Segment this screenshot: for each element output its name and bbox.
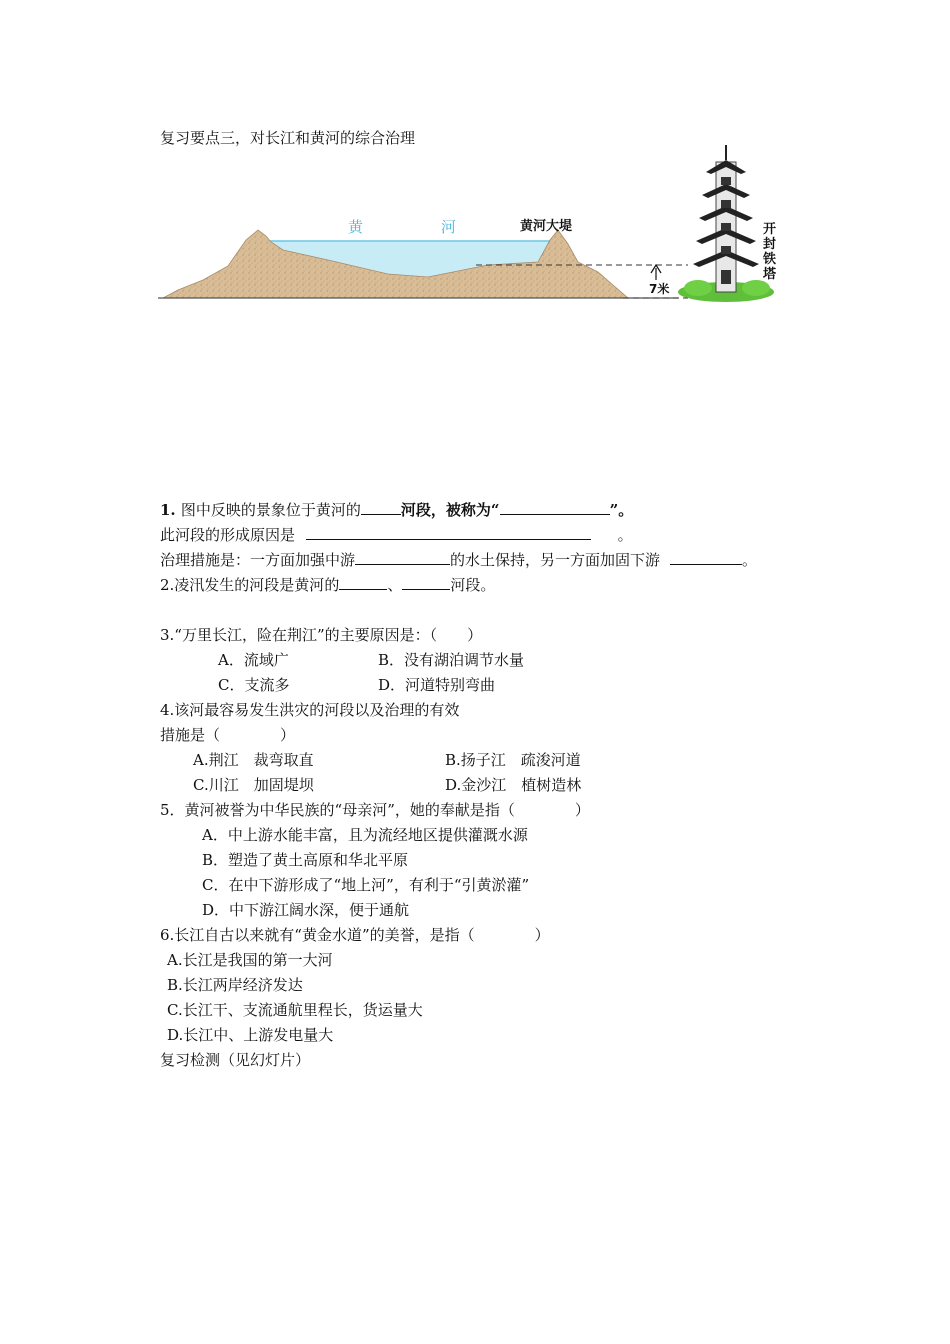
- q1-measure-b: 的水土保持，另一方面加固下游: [450, 551, 661, 569]
- q6-option-a[interactable]: A.长江是我国的第一大河: [167, 951, 333, 969]
- yellow-river-cross-section-diagram: [158, 140, 788, 310]
- question-1: [160, 500, 633, 520]
- q4-option-d[interactable]: D.金沙江 植树造林: [445, 776, 582, 794]
- river-label-huang: 黄: [348, 218, 364, 236]
- q1-reason: [160, 525, 633, 545]
- tower-label-3: 铁: [763, 252, 777, 267]
- q1-measures: [160, 550, 757, 570]
- tower-label-4: 塔: [763, 267, 777, 282]
- q6-option-b[interactable]: B.长江两岸经济发达: [167, 976, 303, 994]
- q1-blank-section[interactable]: [361, 500, 401, 515]
- section-heading: 复习要点三，对长江和黄河的综合治理: [160, 129, 416, 147]
- q2-text-a: 2.凌汛发生的河段是黄河的: [160, 576, 340, 594]
- question-6-stem: 6.长江自古以来就有“黄金水道”的美誉，是指（ ）: [160, 926, 550, 944]
- q4-option-a[interactable]: A.荆江 裁弯取直: [193, 751, 314, 769]
- q5-option-b[interactable]: B．塑造了黄土高原和华北平原: [202, 851, 409, 869]
- q5-option-c[interactable]: C．在中下游形成了“地上河”，有利于“引黄淤灌”: [202, 876, 530, 894]
- q3-option-c[interactable]: C．支流多: [218, 676, 290, 694]
- q3-option-a[interactable]: A．流域广: [218, 651, 289, 669]
- q4-option-c[interactable]: C.川江 加固堤坝: [193, 776, 314, 794]
- dike-label: 黄河大堤: [520, 219, 573, 234]
- q1-number: 1.: [160, 501, 176, 519]
- q1-measure-a: 治理措施是：一方面加强中游: [160, 551, 356, 569]
- question-4-stem-2: 措施是（ ）: [160, 726, 296, 744]
- q2-blank-2[interactable]: [402, 575, 450, 590]
- question-2: [160, 575, 495, 595]
- question-4-stem-1: 4.该河最容易发生洪灾的河段以及治理的有效: [160, 701, 460, 719]
- q1-measure-blank-1[interactable]: [355, 550, 450, 565]
- q1-text-a: 图中反映的景象位于黄河的: [180, 501, 361, 519]
- q2-text-c: 河段。: [450, 576, 496, 594]
- q5-option-a[interactable]: A．中上游水能丰富，且为流经地区提供灌溉水源: [202, 826, 528, 844]
- q1-measure-c: 。: [742, 551, 758, 569]
- q6-option-d[interactable]: D.长江中、上游发电量大: [167, 1026, 334, 1044]
- review-footer: 复习检测（见幻灯片）: [160, 1051, 311, 1069]
- q5-option-d[interactable]: D．中下游江阔水深，便于通航: [202, 901, 410, 919]
- height-label: 7米: [649, 282, 670, 296]
- tower-label-1: 开: [763, 222, 777, 237]
- q6-option-c[interactable]: C.长江干、支流通航里程长，货运量大: [167, 1001, 423, 1019]
- q1-reason-label: 此河段的形成原因是: [160, 526, 296, 544]
- q3-option-b[interactable]: B．没有湖泊调节水量: [378, 651, 525, 669]
- q1-reason-end: 。: [617, 526, 633, 544]
- tower-label-2: 封: [763, 237, 777, 252]
- q1-measure-blank-2[interactable]: [670, 550, 742, 565]
- q1-reason-blank[interactable]: [306, 525, 591, 540]
- question-5-stem: 5．黄河被誉为中华民族的“母亲河”，她的奉献是指（ ）: [160, 801, 590, 819]
- question-3-stem: 3.“万里长江，险在荆江”的主要原因是：（ ）: [160, 626, 483, 644]
- kaifeng-iron-tower: [693, 145, 759, 292]
- q1-blank-name[interactable]: [500, 500, 610, 515]
- q4-option-b[interactable]: B.扬子江 疏浚河道: [445, 751, 581, 769]
- q3-option-d[interactable]: D．河道特别弯曲: [378, 676, 496, 694]
- q2-blank-1[interactable]: [339, 575, 387, 590]
- q1-text-c: ”。: [609, 501, 634, 519]
- q2-text-b: 、: [387, 576, 403, 594]
- river-label-he: 河: [441, 218, 457, 236]
- q1-text-b: 河段，被称为“: [400, 501, 500, 519]
